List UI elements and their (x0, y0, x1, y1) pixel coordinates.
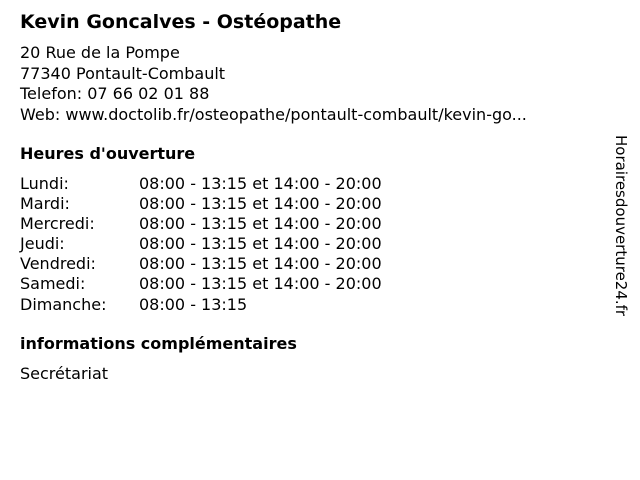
address-block (20, 43, 527, 125)
time-range: 08:00 - 13:15 et 14:00 - 20:00 (139, 234, 382, 254)
time-range: 08:00 - 13:15 (139, 294, 248, 314)
opening-hours-heading: Heures d'ouverture (20, 144, 196, 163)
phone-number: Telefon: 07 66 02 01 88 (20, 84, 210, 103)
business-title: Kevin Goncalves - Ostéopathe (20, 11, 342, 33)
day-label: Samedi: (20, 274, 86, 294)
additional-info-text: Secrétariat (20, 364, 109, 383)
day-label: Dimanche: (20, 294, 107, 314)
day-label: Jeudi: (20, 234, 65, 254)
time-range: 08:00 - 13:15 et 14:00 - 20:00 (139, 254, 382, 274)
street-address: 20 Rue de la Pompe (20, 43, 180, 62)
time-range: 08:00 - 13:15 et 14:00 - 20:00 (139, 174, 382, 193)
website-link[interactable]: Web: www.doctolib.fr/osteopathe/pontault-combault/kevin-go... (20, 104, 527, 124)
additional-info-heading: informations complémentaires (20, 334, 297, 353)
day-label: Lundi: (20, 174, 69, 193)
day-label: Mercredi: (20, 214, 95, 234)
city-address: 77340 Pontault-Combault (20, 63, 226, 83)
time-range: 08:00 - 13:15 et 14:00 - 20:00 (139, 214, 382, 234)
time-range: 08:00 - 13:15 et 14:00 - 20:00 (139, 274, 382, 294)
time-range: 08:00 - 13:15 et 14:00 - 20:00 (139, 194, 382, 214)
site-watermark: Horairesdouverture24.fr (612, 135, 630, 317)
day-label: Vendredi: (20, 254, 96, 274)
day-label: Mardi: (20, 194, 70, 214)
